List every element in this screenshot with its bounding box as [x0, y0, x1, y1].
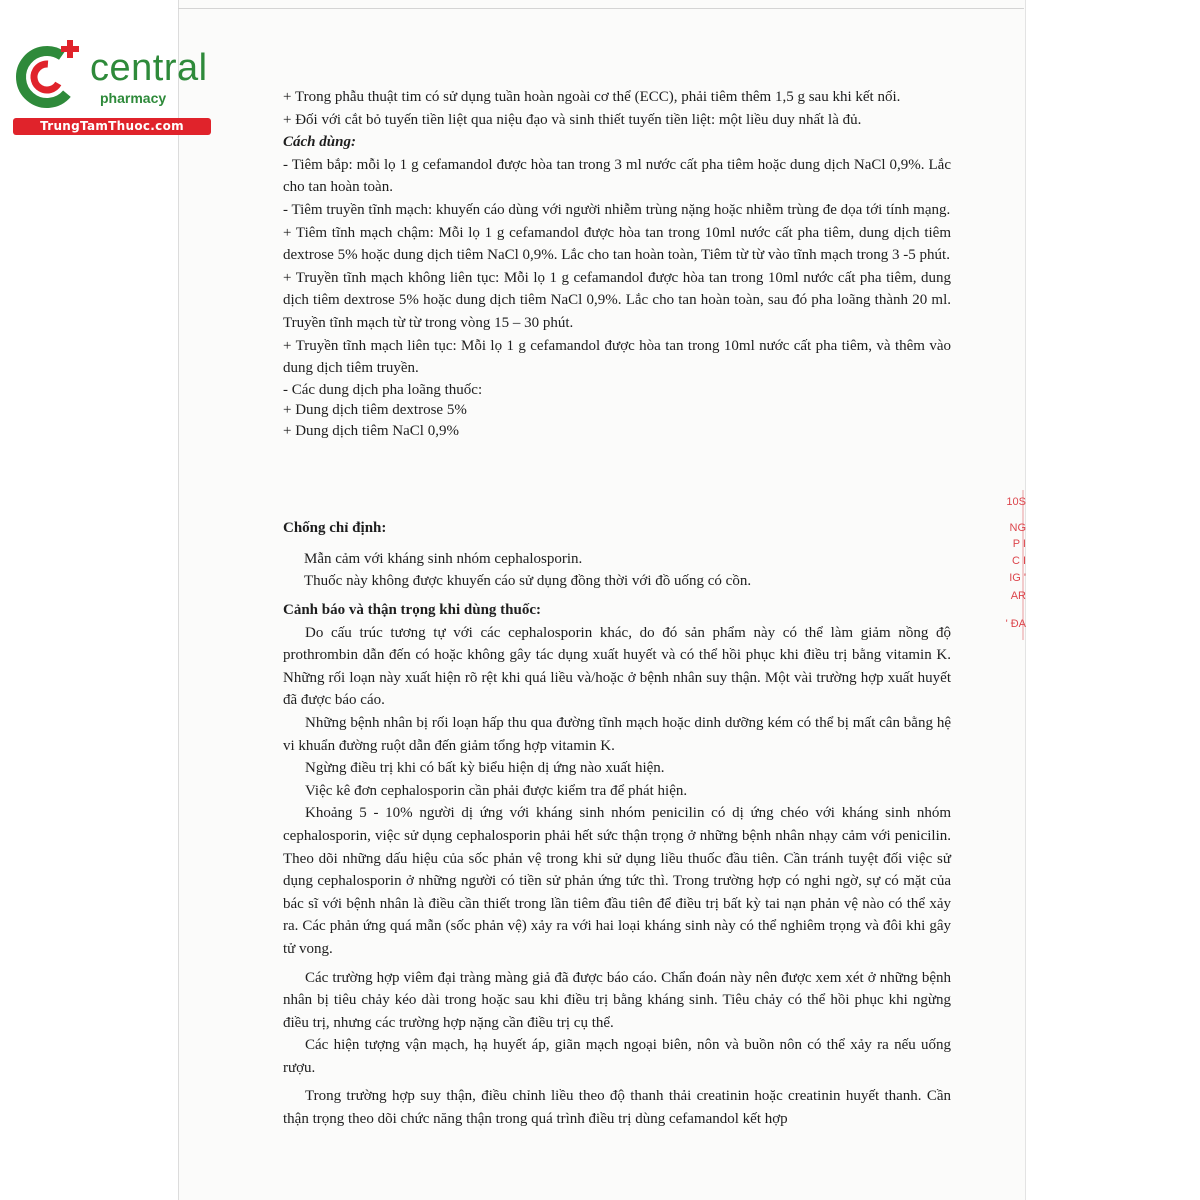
paragraph: + Truyền tĩnh mạch liên tục: Mỗi lọ 1 g cefamandol được hòa tan trong 10ml nước cất pha tiêm, và thêm vào dung dịch tiêm truyền. — [283, 337, 951, 377]
logo-brand-text: central — [90, 47, 208, 89]
stamp-text: IG ' — [1009, 572, 1026, 584]
warnings-section — [283, 599, 951, 1131]
paragraph: + Truyền tĩnh mạch không liên tục: Mỗi lọ 1 g cefamandol được hòa tan trong 10ml nước cất pha tiêm, dung dịch tiêm dextrose 5% hoặc dung dịch tiêm NaCl 0,9%. Lắc cho tan hoàn toàn, sau đó pha loãng thành 20 ml. Truyền tĩnh mạch từ từ trong vòng 15 – 30 phút. — [283, 269, 951, 331]
logo-sub-text: pharmacy — [100, 90, 167, 106]
stamp-text: P I — [1012, 538, 1026, 550]
paragraph: + Tiêm tĩnh mạch chậm: Mỗi lọ 1 g cefamandol được hòa tan trong 10ml nước cất pha tiêm, dung dịch tiêm dextrose 5% hoặc dung dịch tiêm NaCl 0,9%. Lắc cho tan hoàn toàn, Tiêm từ từ vào tĩnh mạch trong 3 -5 phút. — [283, 224, 951, 264]
paragraph: Khoảng 5 - 10% người dị ứng với kháng sinh nhóm penicilin có dị ứng chéo với kháng sinh nhóm cephalosporin, việc sử dụng cephalosporin phải hết sức thận trọng ở những bệnh nhân nhạy cảm với penicilin. Theo dõi những dấu hiệu của sốc phản vệ trong khi sử dụng liều thuốc đầu tiên. Cần tránh tuyệt đối việc sử dụng cephalosporin ở những người có tiền sử phản ứng tức thì. Trong trường hợp có nghi ngờ, sự có mặt của bác sĩ với bệnh nhân là điều cần thiết trong lần tiêm đầu tiên để điều trị bất kỳ tai nạn phản vệ nào có thể xảy ra. Các phản ứng quá mẫn (sốc phản vệ) xảy ra với hai loại kháng sinh này có thể nghiêm trọng và đôi khi gây tử vong. — [283, 805, 951, 957]
paragraph: Các hiện tượng vận mạch, hạ huyết áp, giãn mạch ngoại biên, nôn và buồn nôn có thể xảy ra nếu uống rượu. — [283, 1037, 951, 1076]
document-body — [283, 86, 951, 441]
red-stamp-fragment — [998, 486, 1038, 646]
page-edge-line — [178, 8, 1024, 9]
paragraph: - Tiêm truyền tĩnh mạch: khuyến cáo dùng với người nhiễm trùng nặng hoặc nhiễm trùng đe dọa tới tính mạng. — [283, 201, 951, 218]
paragraph: Việc kê đơn cephalosporin cần phải được kiểm tra để phát hiện. — [305, 782, 688, 799]
stamp-text: NG — [1009, 522, 1026, 534]
paragraph: - Các dung dịch pha loãng thuốc: — [283, 381, 483, 398]
paragraph: + Dung dịch tiêm NaCl 0,9% — [283, 422, 459, 439]
paragraph: Do cấu trúc tương tự với các cephalosporin khác, do đó sản phẩm này có thể làm giảm nồng độ prothrombin dẫn đến có hoặc không gây tác dụng xuất huyết và có thể hồi phục khi điều trị bằng vitamin K. Những rối loạn này xuất hiện rõ rệt khi quá liều và/hoặc ở bệnh nhân suy thận. Một vài trường hợp xuất huyết đã được báo cáo. — [283, 624, 951, 709]
heading-chong-chi-dinh: Chống chỉ định: — [283, 520, 387, 536]
stamp-text: C I — [1011, 555, 1026, 567]
paragraph: + Đối với cắt bỏ tuyến tiền liệt qua niệu đạo và sinh thiết tuyến tiền liệt: một liều duy nhất là đủ. — [283, 111, 862, 128]
paragraph: - Tiêm bắp: mỗi lọ 1 g cefamandol được hòa tan trong 3 ml nước cất pha tiêm hoặc dung dịch NaCl 0,9%. Lắc cho tan hoàn toàn. — [283, 156, 951, 196]
stamp-text: AR — [1010, 590, 1026, 602]
contraindication-item: Mẫn cảm với kháng sinh nhóm cephalosporin. — [304, 550, 583, 567]
central-pharmacy-logo[interactable] — [10, 38, 215, 138]
paragraph: Trong trường hợp suy thận, điều chỉnh liều theo độ thanh thải creatinin hoặc creatinin huyết thanh. Cần thận trọng theo dõi chức năng thận trong quá trình điều trị dùng cefamandol kết hợp — [283, 1088, 951, 1128]
logo-site-badge: TrungTamThuoc.com — [13, 118, 211, 135]
heading-canh-bao: Cảnh báo và thận trọng khi dùng thuốc: — [283, 602, 541, 618]
contraindications-section — [283, 517, 951, 593]
paragraph: Các trường hợp viêm đại tràng màng giả đã được báo cáo. Chẩn đoán này nên được xem xét ở những bệnh nhân bị tiêu chảy kéo dài trong hoặc sau khi điều trị bằng kháng sinh. Tiêu chảy có thể hồi phục khi ngừng điều trị, nhưng các trường hợp nặng cần điều trị cụ thể. — [283, 969, 951, 1031]
paragraph: Ngừng điều trị khi có bất kỳ biểu hiện dị ứng nào xuất hiện. — [305, 760, 665, 777]
stamp-text: ' ĐA — [1005, 618, 1026, 630]
stamp-text: 10S — [1006, 496, 1026, 508]
paragraph: + Trong phẫu thuật tim có sử dụng tuần hoàn ngoài cơ thể (ECC), phải tiêm thêm 1,5 g sau khi kết nối. — [283, 89, 901, 105]
pharmacy-cross-icon — [10, 38, 90, 116]
heading-cach-dung: Cách dùng: — [283, 134, 356, 151]
paragraph: Những bệnh nhân bị rối loạn hấp thu qua đường tĩnh mạch hoặc dinh dưỡng kém có thể bị mất cân bằng hệ vi khuẩn đường ruột dẫn đến giảm tổng hợp vitamin K. — [283, 714, 951, 754]
contraindication-item: Thuốc này không được khuyến cáo sử dụng đồng thời với đồ uống có cồn. — [304, 573, 752, 590]
paragraph: + Dung dịch tiêm dextrose 5% — [283, 402, 467, 419]
